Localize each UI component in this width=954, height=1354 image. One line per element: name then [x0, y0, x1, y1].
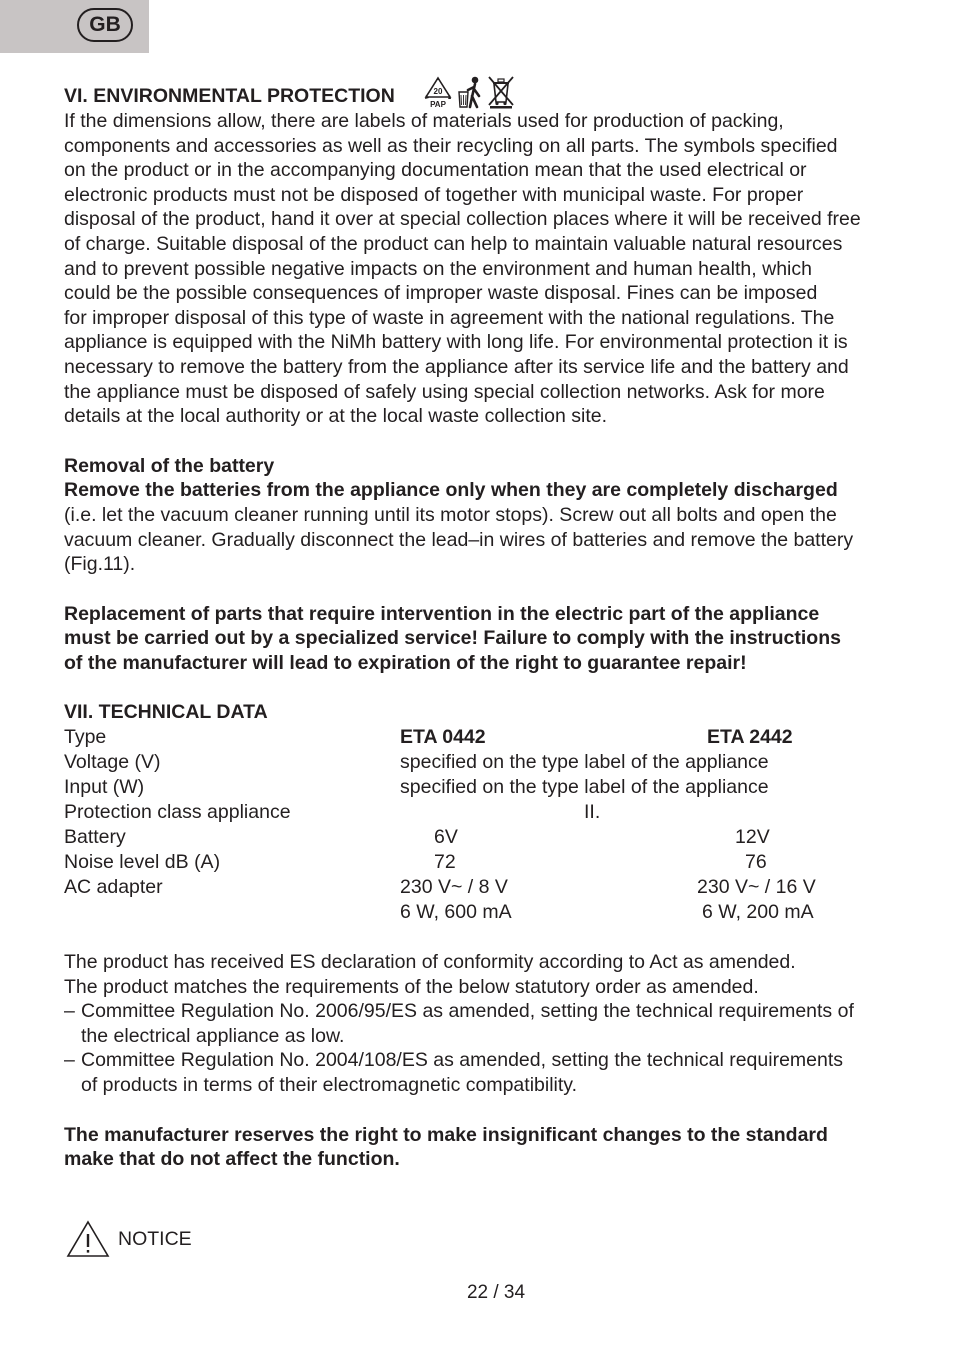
tech-value-eta0442: 6V — [434, 826, 458, 849]
battery-title: Removal of the battery — [64, 454, 275, 477]
tech-label: Noise level dB (A) — [64, 851, 221, 874]
warning-line: of the manufacturer will lead to expiration of the right to guarantee repair! — [64, 651, 747, 674]
language-tab — [0, 0, 149, 53]
env-line: disposal of the product, hand it over at special collection places where it will be received free — [64, 208, 861, 231]
tech-row-voltage — [64, 750, 904, 775]
tech-label: Input (W) — [64, 776, 145, 799]
tech-label: Type — [64, 726, 107, 749]
battery-line: vacuum cleaner. Gradually disconnect the lead–in wires of batteries and remove the battery — [64, 528, 854, 551]
env-heading-row — [64, 83, 904, 109]
conformity-line: The product has received ES declaration of conformity according to Act as amended. — [64, 951, 796, 974]
env-line: necessary to remove the battery from the appliance after its service life and the battery and — [64, 355, 849, 378]
env-line: on the product or in the accompanying documentation mean that the used electrical or — [64, 159, 807, 182]
document-body — [64, 83, 904, 1172]
battery-bold-line: Remove the batteries from the appliance only when they are completely discharged — [64, 479, 838, 502]
battery-line: (i.e. let the vacuum cleaner running until its motor stops). Screw out all bolts and open the — [64, 503, 837, 526]
tech-label: AC adapter — [64, 876, 163, 899]
warning-triangle-icon — [66, 1220, 110, 1258]
tech-row-adapter — [64, 875, 904, 900]
tech-row-input — [64, 775, 904, 800]
recycle-code: 20 — [433, 87, 443, 96]
regulation-line: the electrical appliance as low. — [81, 1024, 345, 1047]
tech-row-battery — [64, 825, 904, 850]
env-line: components and accessories as well as their recycling on all parts. The symbols specified — [64, 134, 838, 157]
env-line: the appliance must be disposed of safely using special collection networks. Ask for more — [64, 380, 825, 403]
tech-value-shared: specified on the type label of the appliance — [400, 751, 769, 774]
env-title: VI. ENVIRONMENTAL PROTECTION — [64, 85, 395, 108]
tech-row-noise — [64, 850, 904, 875]
tech-label: Battery — [64, 826, 126, 849]
env-line: could be the possible consequences of improper waste disposal. Fines can be imposed — [64, 282, 818, 305]
regulation-item — [64, 1048, 904, 1097]
tech-value-eta2442: 6 W, 200 mA — [702, 901, 814, 924]
env-line: electronic products must not be disposed of together with municipal waste. For proper — [64, 183, 804, 206]
tech-row-type — [64, 725, 904, 750]
regulation-line: Committee Regulation No. 2006/95/ES as amended, setting the technical requirements of — [81, 1000, 854, 1023]
env-line: If the dimensions allow, there are labels of materials used for production of packing, — [64, 110, 784, 132]
notice — [66, 1220, 192, 1258]
tidyman-icon — [455, 75, 485, 109]
manufacturer-line: The manufacturer reserves the right to make insignificant changes to the standard — [64, 1123, 828, 1146]
env-line: of charge. Suitable disposal of the product can help to maintain valuable natural resources — [64, 232, 843, 255]
warning-line: must be carried out by a specialized service! Failure to comply with the instructions — [64, 627, 841, 650]
tech-value-eta0442: ETA 0442 — [400, 726, 486, 749]
bullet-dash: – — [64, 1000, 75, 1023]
manufacturer-line: make that do not affect the function. — [64, 1148, 400, 1171]
tech-value-eta0442: 72 — [434, 851, 456, 874]
recycle-label: PAP — [429, 100, 446, 109]
paper-recycling-icon — [423, 75, 453, 109]
bullet-dash: – — [64, 1049, 75, 1072]
battery-line: (Fig.11). — [64, 553, 136, 576]
regulation-item — [64, 999, 904, 1048]
tech-title: VII. TECHNICAL DATA — [64, 701, 268, 724]
env-paragraph — [64, 109, 904, 429]
tech-value-shared: II. — [584, 801, 601, 824]
tech-label: Voltage (V) — [64, 751, 161, 774]
env-line: for improper disposal of this type of waste in agreement with the national regulations. The — [64, 306, 835, 329]
tech-row-protection — [64, 800, 904, 825]
tech-value-eta2442: 12V — [735, 826, 770, 849]
regulation-line: of products in terms of their electromagnetic compatibility. — [81, 1074, 578, 1097]
tech-value-shared: specified on the type label of the appliance — [400, 776, 769, 799]
language-badge: GB — [77, 8, 133, 42]
page-number: 22 / 34 — [466, 1282, 526, 1303]
env-icons — [423, 75, 515, 109]
tech-table — [64, 725, 904, 925]
tech-label: Protection class appliance — [64, 801, 291, 824]
conformity-line: The product matches the requirements of the below statutory order as amended. — [64, 975, 759, 998]
env-line: appliance is equipped with the NiMh battery with long life. For environmental protection it is — [64, 331, 848, 354]
regulation-line: Committee Regulation No. 2004/108/ES as amended, setting the technical requirements — [81, 1049, 844, 1072]
tech-value-eta0442: 6 W, 600 mA — [400, 901, 512, 924]
notice-label: NOTICE — [118, 1227, 192, 1250]
tech-value-eta2442: 230 V~ / 16 V — [697, 876, 816, 899]
tech-value-eta0442: 230 V~ / 8 V — [400, 876, 508, 899]
warning-line: Replacement of parts that require intervention in the electric part of the appliance — [64, 602, 820, 625]
env-line: and to prevent possible negative impacts on the environment and human health, which — [64, 257, 812, 280]
crossed-bin-icon — [487, 75, 515, 109]
tech-value-eta2442: 76 — [745, 851, 767, 874]
tech-row-adapter-power — [64, 900, 904, 925]
env-line: details at the local authority or at the local waste collection site. — [64, 405, 608, 428]
tech-value-eta2442: ETA 2442 — [707, 726, 793, 749]
